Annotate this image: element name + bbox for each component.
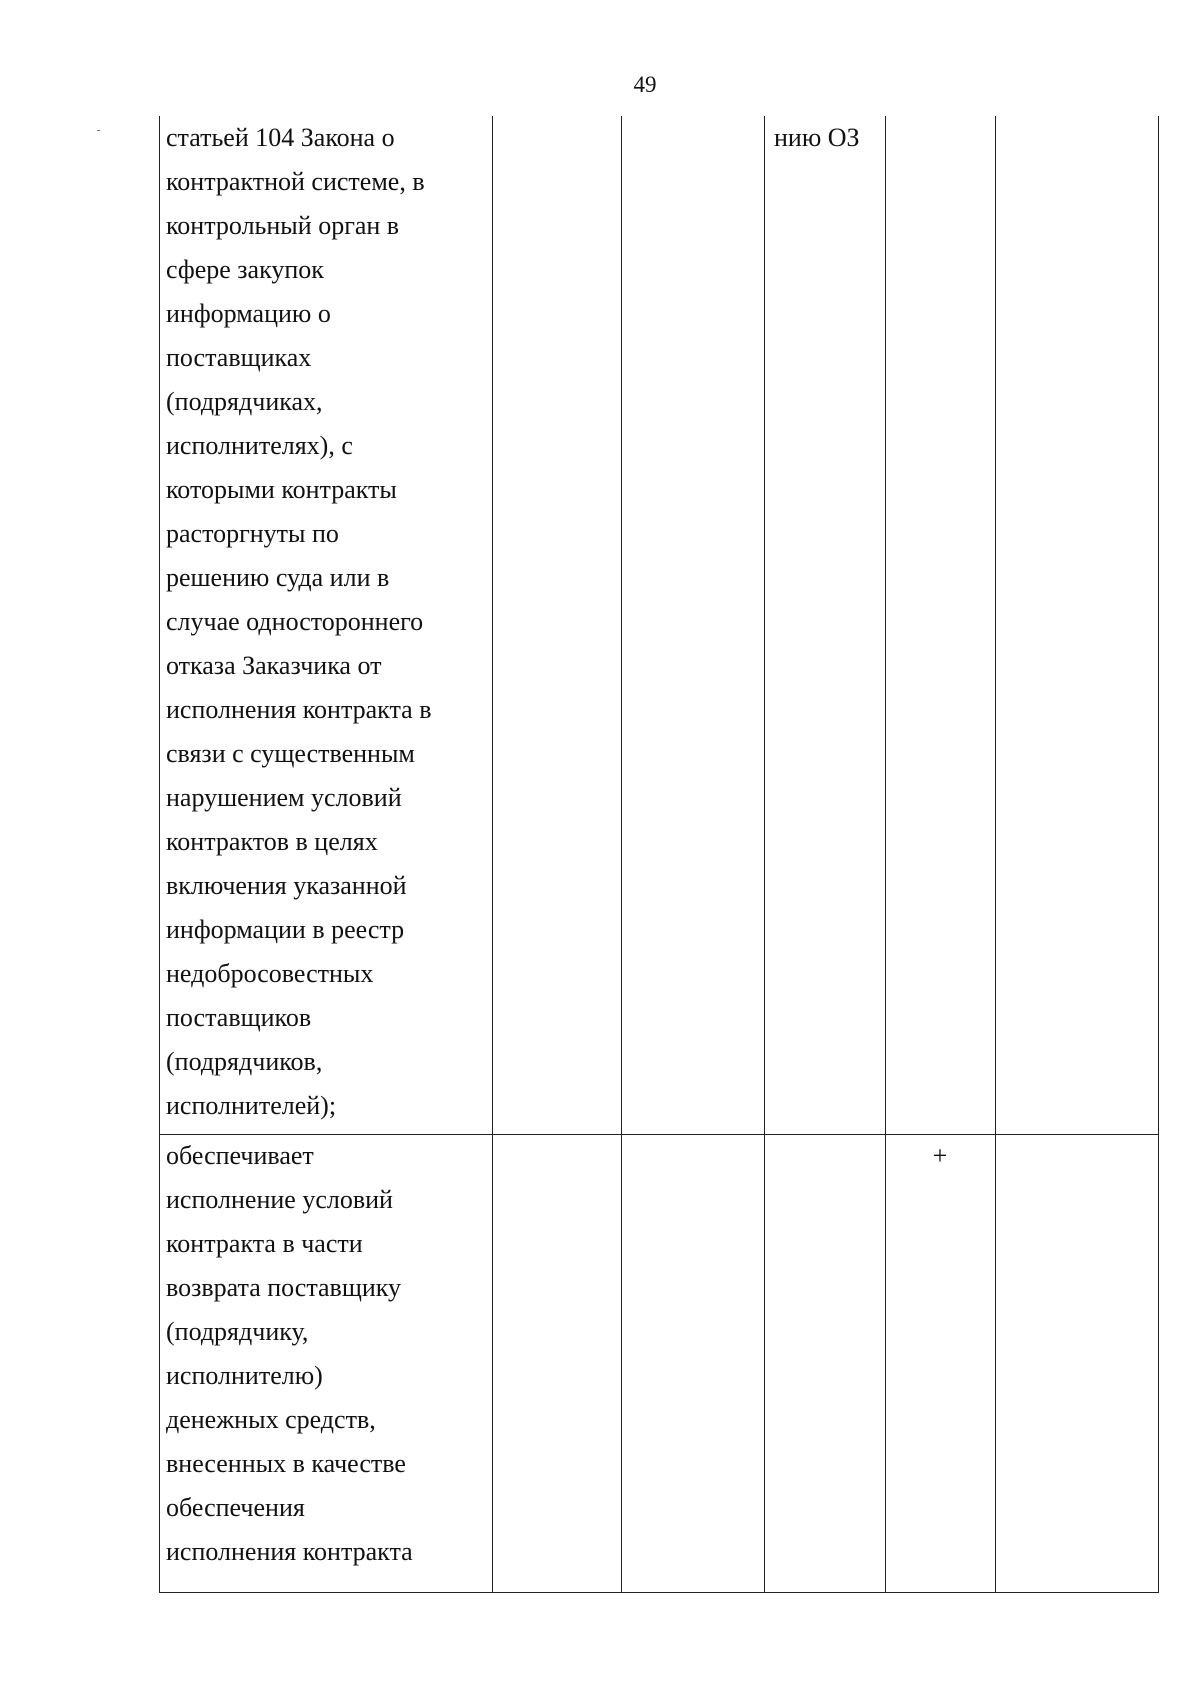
row2-description: обеспечивает исполнение условий контракта в части возврата поставщику (подрядчику, исполнителю) денежных средств, внесенных в качестве обеспечения исполнения контракта xyxy=(166,1141,413,1566)
column-divider-5 xyxy=(995,116,996,1593)
document-table xyxy=(159,116,1159,1593)
column-divider-3 xyxy=(764,116,765,1593)
column-divider-4 xyxy=(885,116,886,1593)
table-border-right xyxy=(1158,116,1159,1593)
row2-plus-mark: + xyxy=(932,1141,948,1170)
row1-description: статьей 104 Закона о контрактной системе, в контрольный орган в сфере закупок информацию о поставщиках (подрядчиках, исполнителях), с которыми контракты расторгнуты по решению суда или в случае одностороннего отказа Заказчика от исполнения контракта в связи с существенным нарушением условий контрактов в целях включения указанной информации в реестр недобросовестных поставщиков (подрядчиков, исполнителей); xyxy=(166,123,432,1120)
column-divider-1 xyxy=(492,116,493,1593)
row1-column4-text: нию ОЗ xyxy=(774,123,860,152)
column-divider-2 xyxy=(621,116,622,1593)
page-number: 49 xyxy=(633,72,657,97)
table-border-left xyxy=(159,116,160,1593)
table-border-bottom xyxy=(159,1592,1159,1593)
scan-speck xyxy=(97,130,100,131)
